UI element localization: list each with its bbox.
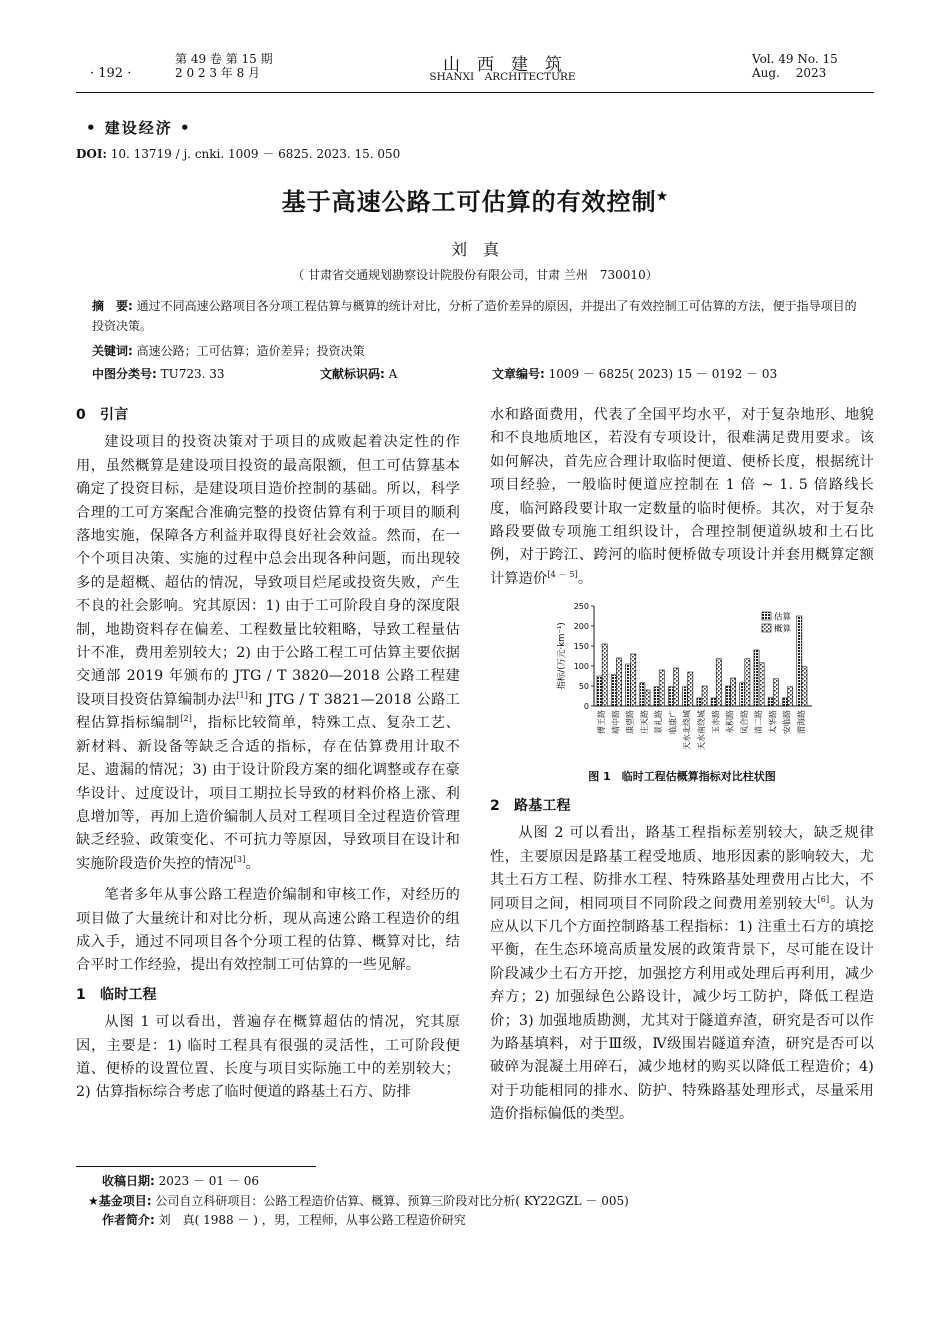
bar-estimate — [711, 698, 716, 706]
intro-paragraph-1 — [76, 431, 460, 876]
x-tick-label: 渭海路 — [796, 710, 806, 734]
bar-budget — [631, 654, 636, 706]
right-column-bottom — [490, 795, 874, 1127]
section-1-title: 1 临时工程 — [76, 986, 157, 1003]
date-en: Aug. 2023 — [752, 66, 827, 80]
bar-estimate — [768, 697, 773, 706]
bar-estimate — [668, 687, 673, 706]
affiliation: （ 甘肃省交通规划勘察设计院股份有限公司，甘肃 兰州 730010） — [292, 268, 658, 282]
y-axis-label: 指标/(万元·km⁻¹) — [557, 622, 567, 690]
temp-works-paragraph-start: 从图 1 可以看出，普遍存在概算超估的情况，究其原因，主要是：1) 临时工程具有很强的灵活性，工可阶段便道、便桥的设置位置、长度与项目实际施工中的差别较大；2) 估算指标综合考虑了临时便道的路基土石方、防排 — [76, 1014, 460, 1101]
legend-label: 概算 — [774, 624, 792, 635]
temp-works-paragraph-cont — [490, 404, 874, 591]
keywords-text: 高速公路；工可估算；造价差异；投资决策 — [132, 344, 365, 358]
author-name: 刘 真 — [450, 240, 499, 259]
x-tick-label: 临康广 — [668, 710, 678, 734]
journal-title-cn: 山 西 建 筑 — [443, 55, 562, 75]
y-tick-label: 200 — [573, 622, 589, 631]
bar-estimate — [782, 698, 787, 706]
y-tick-label: 150 — [573, 642, 589, 651]
y-tick-label: 0 — [583, 702, 589, 711]
date-cn: 2 0 2 3 年 8 月 — [175, 66, 261, 80]
subgrade-paragraph — [490, 822, 874, 1126]
doc-label: 文献标识码: — [320, 367, 385, 381]
legend-swatch — [762, 624, 771, 632]
abstract-text: 通过不同高速公路项目各分项工程估算与概算的统计对比，分析了造价差异的原因，并提出了有效控制工可估算的方法，便于指导项目的投资决策。 — [92, 299, 857, 333]
article-id-value: 1009 － 6825( 2023) 15 － 0192 － 03 — [544, 367, 778, 381]
intro-p1-b: 和 JTG / T 3821—2018 公路工程估算指标编制 — [76, 691, 460, 732]
x-tick-label: 景礼路 — [654, 710, 664, 734]
left-column — [76, 404, 460, 1105]
column-section: • 建设经济 • — [86, 119, 192, 137]
bar-estimate — [725, 686, 730, 706]
y-tick-label: 50 — [578, 682, 589, 691]
bar-budget — [745, 659, 750, 706]
y-tick-label: 100 — [573, 662, 589, 671]
doi-label: DOI: — [76, 147, 107, 161]
intro-p1-d: 。 — [245, 855, 260, 872]
fund-value: 公司自立科研项目：公路工程造价估算、概算、预算三阶段对比分析( KY22GZL － 005) — [151, 1194, 629, 1208]
x-tick-label: 玉赤路 — [711, 710, 721, 734]
bar-budget — [759, 663, 764, 706]
clc-label: 中图分类号: — [92, 367, 157, 381]
fund-label: ★基金项目: — [88, 1194, 152, 1208]
journal-title-en: SHANXI ARCHITECTURE — [429, 71, 576, 83]
volume-en: Vol. 49 No. 15 — [752, 52, 838, 66]
bar-budget — [702, 686, 707, 706]
abstract — [92, 296, 862, 336]
bar-budget — [645, 690, 650, 706]
bar-estimate — [754, 650, 759, 706]
bar-budget — [788, 687, 793, 706]
x-tick-label: 永积路 — [725, 710, 735, 734]
legend-swatch — [762, 612, 771, 620]
ref-3: [3] — [233, 854, 246, 864]
author-bio-value: 刘 真( 1988 － ) ，男，工程师，从事公路工程造价研究 — [154, 1213, 466, 1227]
article-title — [0, 182, 950, 217]
ref-1: [1] — [236, 690, 249, 700]
abstract-label: 摘 要: — [92, 299, 133, 313]
bar-budget — [731, 678, 736, 706]
subgrade-p-a: 从图 2 可以看出，路基工程指标差别较大，缺乏规律性，主要原因是路基工程受地质、地形因素的影响较大，尤其土石方工程、防排水工程、特殊路基处理费用占比大，不同项目之间，相同项目不同阶段之间费用差别较大 — [490, 825, 874, 912]
y-tick-label: 250 — [573, 602, 589, 611]
bar-budget — [673, 668, 678, 706]
bar-estimate — [683, 687, 688, 706]
x-tick-label: 康望路 — [625, 710, 635, 734]
keywords — [92, 341, 862, 361]
intro-p1-a: 建设项目的投资决策对于项目的成败起着决定性的作用，虽然概算是建设项目投资的最高限额，但工可估算基本确定了投资目标，是建设项目造价控制的基础。所以，科学合理的工可方案配合准确完整的投资估算有利于项目的顺利落地实施，保障各方利益并取得良好社会效益。然而，在一个个项目决策、实施的过程中总会出现各种问题，而出现较多的是超概、超估的情况，导致项目烂尾或投资失败，产生不良的社会影响。究其原因：1) 由于工可阶段自身的深度限制，地勘资料存在偏差、工程数量比较粗略，导致工程量估计不准，费用差别较大；2) 由于公路工程工可估算主要依据交通部 2019 年颁布的 JTG / T 3820—2018 公路工程建设项目投资估算编制办法 — [76, 434, 460, 708]
figure-1-chart — [540, 596, 840, 766]
bar-budget — [616, 658, 621, 706]
intro-p1-c: ，指标比较简单，特殊工点、复杂工艺、新材料、新设备等缺乏合适的指标，存在估算费用计取不足、遗漏的情况；3) 由于设计阶段方案的细化调整或存在豪华设计、过度设计，项目工期拉长导致的材料价格上涨、利息增加等，再加上造价编制人员对工程项目全过程造价管理缺乏经验、政策变化、不可抗力等原因，导致项目在设计和实施阶段造价失控的情况 — [76, 715, 460, 872]
x-tick-label: 太华路 — [768, 710, 778, 734]
bar-budget — [602, 644, 607, 706]
page-number: · 192 · — [90, 66, 132, 81]
keywords-label: 关键词: — [92, 344, 133, 358]
temp-works-cont-a: 水和路面费用，代表了全国平均水平，对于复杂地形、地貌和不良地质地区，若没有专项设计，很难满足费用要求。该如何解决，首先应合理计取临时便道、便桥长度，根据统计项目经验，一般临时便道应控制在 1 倍 ~ 1. 5 倍路线长度，临河路段要计取一定数量的临时便桥。其次，对于复杂路段要做专项施工组织设计，合理控制便道纵坡和土石比例，对于跨江、跨河的临时便桥做专项设计并套用概算定额计算造价 — [490, 407, 874, 587]
ref-2: [2] — [180, 714, 193, 724]
section-2-title: 2 路基工程 — [490, 798, 571, 814]
title-mark: ★ — [656, 189, 669, 203]
bar-estimate — [797, 616, 802, 706]
intro-paragraph-2: 笔者多年从事公路工程造价编制和审核工作，对经历的项目做了大量统计和对比分析，现从高速公路工程造价的组成入手，通过不同项目各个分项工程的估算、概算对比，结合平时工作经验，提出有效控制工可估算的一些见解。 — [76, 887, 460, 974]
volume-issue: 第 49 卷 第 15 期 — [175, 52, 273, 66]
right-column-top — [490, 404, 874, 591]
bar-estimate — [626, 664, 631, 706]
article-id — [492, 364, 777, 384]
bar-estimate — [697, 698, 702, 706]
author-bio — [102, 1211, 466, 1229]
bar-estimate — [597, 676, 602, 706]
x-tick-label: 庄天路 — [639, 710, 649, 734]
bar-estimate — [654, 687, 659, 706]
x-tick-label: 傅王路 — [597, 710, 607, 734]
header-rule — [76, 92, 874, 93]
doi-line — [76, 145, 400, 162]
subgrade-p-b: 。认为应从以下几个方面控制路基工程指标：1) 注重土石方的填挖平衡，在生态环境高质量发展的政策背景下，尽可能在设计阶段减少土石方开挖，加强挖方利用或处理后再利用，减少弃方；2) 加强绿色公路设计，减少圬工防护，降低工程造价；3) 加强地质勘测，尤其对于隧道弃渣，研究是否可以作为路基填料，对于Ⅲ级，Ⅳ级围岩隧道弃渣，研究是否可以破碎为混凝土用碎石，减少地材的购买以降低工程造价；4) 对于功能相同的排水、防护、特殊路基处理形式，尽量采用造价指标偏低的类型。 — [490, 895, 874, 1123]
author-bio-label: 作者简介: — [102, 1213, 155, 1227]
article-id-label: 文章编号: — [492, 367, 545, 381]
doc-code — [320, 364, 397, 384]
x-tick-label: 靖中路 — [611, 710, 621, 734]
figure-1-caption: 图 1 临时工程估概算指标对比柱状图 — [588, 770, 776, 783]
x-tick-label: 安临路 — [782, 710, 792, 734]
received-label: 收稿日期: — [102, 1174, 155, 1188]
bar-estimate — [611, 675, 616, 706]
footnote-rule — [76, 1166, 316, 1167]
bar-estimate — [640, 683, 645, 706]
section-0-title: 0 引言 — [76, 407, 129, 423]
title-text: 基于高速公路工可估算的有效控制 — [281, 187, 657, 216]
received-date — [102, 1172, 259, 1190]
temp-works-cont-b: 。 — [577, 570, 593, 587]
clc-value: TU723. 33 — [156, 367, 225, 381]
bar-budget — [802, 667, 807, 706]
legend-label: 估算 — [774, 612, 792, 623]
ref-4-5: [4 － 5] — [547, 569, 578, 579]
clc-number — [92, 364, 225, 384]
bar-budget — [773, 679, 778, 706]
x-tick-label: 清二路 — [754, 710, 764, 734]
bar-budget — [659, 670, 664, 706]
doc-value: A — [384, 367, 398, 381]
ref-6: [6] — [817, 894, 830, 904]
fund-project — [88, 1192, 629, 1210]
doi-value: 10. 13719 / j. cnki. 1009 － 6825. 2023. 15. 050 — [106, 147, 401, 161]
received-value: 2023 － 01 － 06 — [154, 1174, 259, 1188]
x-tick-label: 天水南绕城 — [697, 710, 707, 750]
bar-estimate — [740, 683, 745, 706]
x-tick-label: 天水北绕城 — [682, 710, 692, 750]
x-tick-label: 凤合路 — [739, 710, 749, 734]
bar-budget — [716, 659, 721, 706]
bar-budget — [688, 672, 693, 706]
